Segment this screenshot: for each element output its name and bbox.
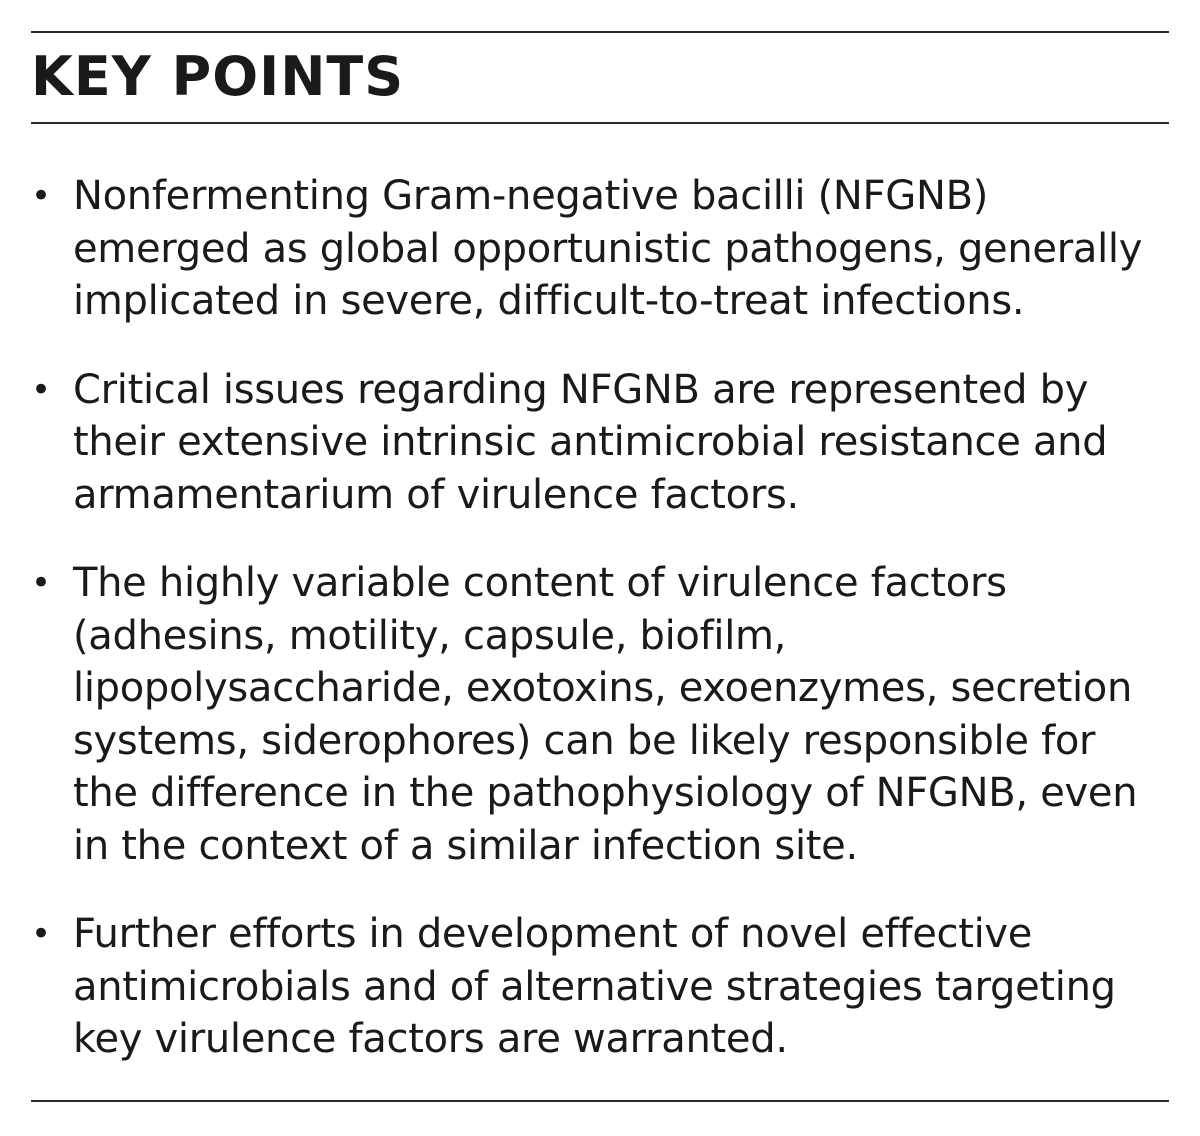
key-point-text: Further efforts in development of novel effective antimicrobials and of alternative strategies targeting key virulence factors are warranted.: [73, 911, 1116, 1062]
list-item: [31, 557, 1166, 872]
bullet-icon: •: [31, 176, 52, 216]
list-item: [31, 908, 1166, 1066]
key-point-text: The highly variable content of virulence factors (adhesins, motility, capsule, biofilm, lipopolysaccharide, exotoxins, exoenzymes, secretion systems, siderophores) can be likely responsible for the difference in the pathophysiology of NFGNB, even in the context of a similar infection site.: [73, 560, 1138, 869]
bullet-icon: •: [31, 563, 52, 603]
key-points-heading: KEY POINTS: [31, 45, 405, 108]
heading-divider: [31, 122, 1169, 124]
bottom-divider: [31, 1100, 1169, 1102]
bullet-icon: •: [31, 369, 52, 410]
key-point-text: Critical issues regarding NFGNB are represented by their extensive intrinsic antimicrobial resistance and armamentarium of virulence factors.: [73, 366, 1108, 518]
key-points-list: [31, 170, 1166, 1066]
list-item: [31, 364, 1166, 522]
key-point-text: Nonfermenting Gram-negative bacilli (NFGNB) emerged as global opportunistic pathogens, generally implicated in severe, difficult-to-treat infections.: [73, 173, 1143, 324]
top-divider: [31, 31, 1169, 33]
bullet-icon: •: [31, 914, 52, 954]
list-item: [31, 170, 1166, 328]
